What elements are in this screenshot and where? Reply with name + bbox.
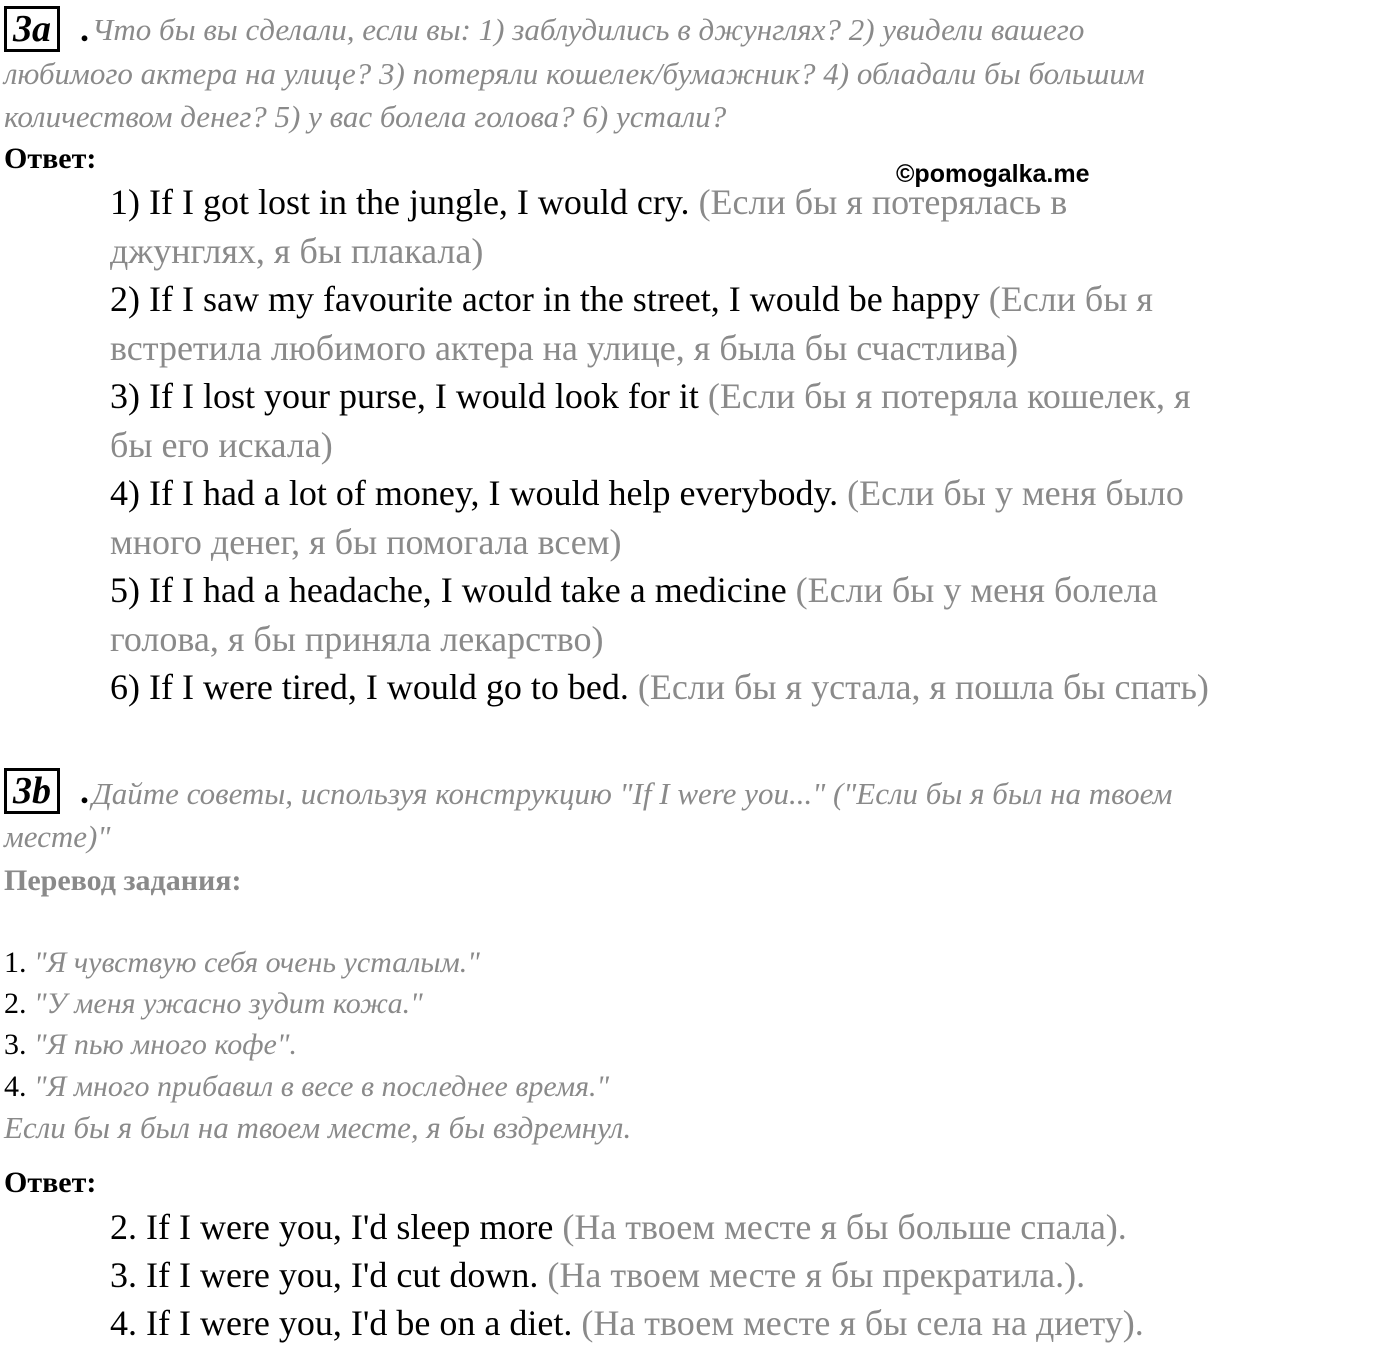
task-prompt-line: Дайте советы, используя конструкцию "If I were you..." ("Если бы я был на твоем <box>92 776 1173 811</box>
task-prompt-line: месте)" <box>4 819 111 854</box>
answer-item-continuation: голова, я бы приняла лекарство) <box>110 618 604 659</box>
task-badge-3b <box>4 768 60 814</box>
answer-label: Ответ: <box>4 142 97 175</box>
answer-item: 3. If I were you, I'd cut down. (На твоем месте я бы прекратила.). <box>110 1255 1086 1295</box>
answer-item: 3) If I lost your purse, I would look for it (Если бы я потеряла кошелек, я <box>110 376 1191 416</box>
task-item: 3. "Я пью много кофе". <box>4 1028 297 1061</box>
badge-number: 3 <box>13 8 32 50</box>
answer-item: 2. If I were you, I'd sleep more (На твоем месте я бы больше спала). <box>110 1207 1127 1247</box>
answers-3b <box>110 1203 1144 1347</box>
task-prompt-line: любимого актера на улице? 3) потеряли кошелек/бумажник? 4) обладали бы большим <box>4 56 1145 91</box>
answer-item-continuation: много денег, я бы помогала всем) <box>110 521 622 562</box>
answer-item: 5) If I had a headache, I would take a medicine (Если бы у меня болела <box>110 570 1158 610</box>
answer-item: 4) If I had a lot of money, I would help everybody. (Если бы у меня было <box>110 473 1184 513</box>
badge-dot: . <box>80 9 89 49</box>
answer-item: 4. If I were you, I'd be on a diet. (На твоем месте я бы села на диету). <box>110 1303 1144 1343</box>
task-item: 4. "Я много прибавил в весе в последнее время." <box>4 1070 610 1103</box>
task-prompt-line: количеством денег? 5) у вас болела голова? 6) устали? <box>4 99 727 134</box>
badge-letter: b <box>32 770 51 812</box>
badge-dot: . <box>80 771 89 811</box>
answer-item: 1) If I got lost in the jungle, I would cry. (Если бы я потерялась в <box>110 182 1068 222</box>
watermark: ©pomogalka.me <box>896 160 1090 188</box>
answer-item: 2) If I saw my favourite actor in the street, I would be happy (Если бы я <box>110 279 1153 319</box>
answers-3a <box>110 178 1209 712</box>
badge-letter: a <box>32 8 51 50</box>
answer-item: 6) If I were tired, I would go to bed. (Если бы я устала, я пошла бы спать) <box>110 667 1209 707</box>
translation-label: Перевод задания: <box>4 864 242 897</box>
task-badge-3a <box>4 6 60 52</box>
task-prompt-line: Что бы вы сделали, если вы: 1) заблудились в джунглях? 2) увидели вашего <box>92 12 1085 47</box>
answer-item-continuation: бы его искала) <box>110 424 333 465</box>
answer-item-continuation: джунглях, я бы плакала) <box>110 230 484 271</box>
answer-label: Ответ: <box>4 1166 97 1199</box>
answer-item-continuation: встретила любимого актера на улице, я была бы счастлива) <box>110 327 1019 368</box>
task-item: 2. "У меня ужасно зудит кожа." <box>4 987 423 1020</box>
task-item: 1. "Я чувствую себя очень усталым." <box>4 946 480 979</box>
example-sentence: Если бы я был на твоем месте, я бы вздремнул. <box>4 1110 632 1145</box>
badge-number: 3 <box>13 770 32 812</box>
